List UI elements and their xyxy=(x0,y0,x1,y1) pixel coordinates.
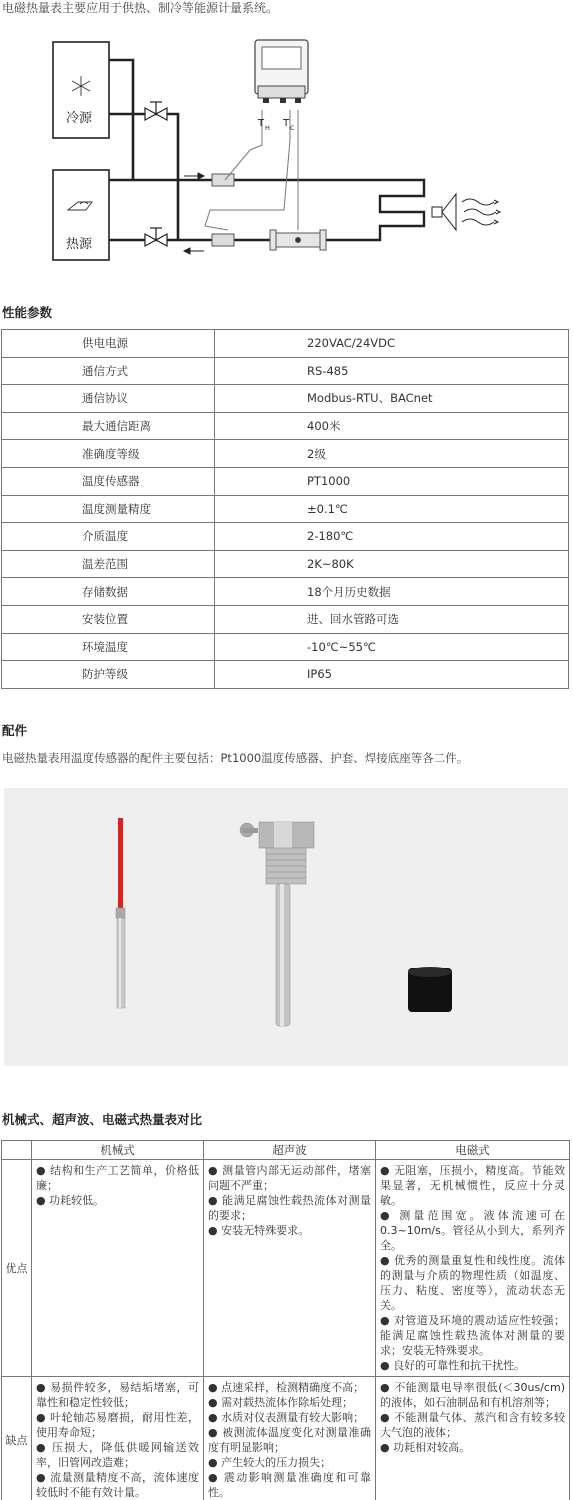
th-label-sub: H xyxy=(265,124,270,132)
spec-key: 通信协议 xyxy=(2,385,215,413)
comparison-bullet: ● 功耗较低。 xyxy=(36,1194,105,1207)
comparison-cell xyxy=(376,1160,570,1377)
comparison-row xyxy=(2,1160,570,1377)
cold-supply-pipe xyxy=(109,60,133,180)
comparison-bullet: ● 震动影响测量准确度和可靠性。 xyxy=(208,1471,371,1499)
spec-value: ±0.1℃ xyxy=(215,495,569,523)
calculator-unit xyxy=(255,40,308,103)
supply-sensor xyxy=(212,174,234,186)
comparison-bullet: ● 功耗相对较高。 xyxy=(380,1441,471,1454)
comparison-row-label: 缺点 xyxy=(2,1377,32,1500)
comparison-bullet: ● 流量测量精度不高，流体速度较低时不能有效计量。 xyxy=(36,1471,199,1499)
comparison-bullet: ● 压损大，降低供暖网输送效率，旧管网改造难； xyxy=(36,1441,199,1469)
comparison-bullet: ● 被测流体温度变化对测量准确度有明显影响； xyxy=(208,1426,371,1454)
comparison-row xyxy=(2,1377,570,1500)
comparison-cell xyxy=(32,1160,204,1377)
comparison-bullet: ● 良好的可靠性和抗干扰性。 xyxy=(380,1359,526,1372)
welding-base xyxy=(408,967,452,1012)
comparison-bullet: ● 点速采样，检测精确度不高； xyxy=(208,1381,365,1394)
accessories-photo xyxy=(4,788,568,1066)
spec-key: 存储数据 xyxy=(2,578,215,606)
comparison-bullet: ● 无阻塞，压损小，精度高。节能效果显著，无机械惯性，反应十分灵敏。 xyxy=(380,1164,565,1207)
spec-key: 防护等级 xyxy=(2,661,215,689)
accessories-heading: 配件 xyxy=(2,723,28,738)
spec-row xyxy=(2,412,569,440)
comparison-bullet: ● 叶轮轴芯易磨损，耐用性差，使用寿命短； xyxy=(36,1411,199,1439)
comparison-cell xyxy=(32,1377,204,1500)
radiator-coil xyxy=(370,180,424,240)
spec-key: 供电电源 xyxy=(2,330,215,358)
comparison-cell xyxy=(376,1377,570,1500)
spec-value: 400米 xyxy=(215,412,569,440)
spec-row xyxy=(2,661,569,689)
comparison-bullet: ● 需对载热流体作除垢处理； xyxy=(208,1396,354,1409)
cold-source-label: 冷源 xyxy=(66,111,93,126)
spec-row xyxy=(2,578,569,606)
spec-value: Modbus-RTU、BACnet xyxy=(215,385,569,413)
tc-signal-line xyxy=(205,110,290,230)
comparison-bullet: ● 易损件较多，易结垢堵塞，可靠性和稳定性较低； xyxy=(36,1381,199,1409)
spec-value: 220VAC/24VDC xyxy=(215,330,569,358)
snowflake-icon xyxy=(72,76,90,96)
heat-source-label: 热源 xyxy=(66,237,93,252)
spec-key: 通信方式 xyxy=(2,357,215,385)
spec-key: 温度测量精度 xyxy=(2,495,215,523)
spec-value: 2K~80K xyxy=(215,550,569,578)
column-header-mechanical: 机械式 xyxy=(32,1141,204,1160)
spec-heading: 性能参数 xyxy=(2,305,53,320)
comparison-bullet: ● 不能测量气体、蒸汽和含有较多较大气泡的液体； xyxy=(380,1411,565,1439)
spec-row xyxy=(2,385,569,413)
spec-row xyxy=(2,633,569,661)
spec-row xyxy=(2,357,569,385)
column-header-ultrasonic: 超声波 xyxy=(204,1141,376,1160)
spec-value: RS-485 xyxy=(215,357,569,385)
comparison-cell xyxy=(204,1160,376,1377)
comparison-bullet: ● 测量管内部无运动部件，堵塞问题不严重； xyxy=(208,1164,371,1192)
spec-value: 2级 xyxy=(215,440,569,468)
th-signal-line xyxy=(225,110,262,180)
spec-value: 2-180℃ xyxy=(215,523,569,551)
fan-icon xyxy=(432,194,500,230)
comparison-bullet: ● 不能测量电导率很低(＜30us/cm)的液体，如石油制品和有机溶剂等； xyxy=(380,1381,565,1409)
comparison-bullet: ● 优秀的测量重复性和线性度。流体的测量与介质的物理性质（如温度、压力、粘度、密度等），流动状态无关。 xyxy=(380,1254,565,1312)
spec-row xyxy=(2,330,569,358)
spec-key: 准确度等级 xyxy=(2,440,215,468)
spec-row xyxy=(2,495,569,523)
spec-table xyxy=(1,329,569,689)
column-header-electromagnetic: 电磁式 xyxy=(376,1141,570,1160)
tc-label-sub: C xyxy=(290,124,295,132)
comparison-bullet: ● 对管道及环境的震动适应性较强；能满足腐蚀性载热流体对测量的要求；安装无特殊要求。 xyxy=(380,1314,565,1357)
spec-row xyxy=(2,523,569,551)
spec-key: 最大通信距离 xyxy=(2,412,215,440)
spec-key: 安装位置 xyxy=(2,605,215,633)
spec-row xyxy=(2,440,569,468)
spec-value: PT1000 xyxy=(215,467,569,495)
spec-value: -10℃~55℃ xyxy=(215,633,569,661)
accessories-intro: 电磁热量表用温度传感器的配件主要包括：Pt1000温度传感器、护套、焊接底座等各二件。 xyxy=(2,751,469,765)
heat-icon xyxy=(68,202,92,210)
comparison-heading: 机械式、超声波、电磁式热量表对比 xyxy=(2,1112,203,1127)
flowmeter-body xyxy=(270,230,326,250)
tc-label-main: T xyxy=(283,118,290,129)
spec-key: 温差范围 xyxy=(2,550,215,578)
comparison-bullet: ● 能满足腐蚀性载热流体对测量的要求； xyxy=(208,1194,371,1222)
comparison-corner xyxy=(2,1141,32,1160)
comparison-table xyxy=(1,1140,570,1500)
comparison-bullet: ● 测量范围宽。液体流速可在0.3~10m/s。管径从小到大，系列齐全。 xyxy=(380,1209,565,1252)
comparison-cell xyxy=(204,1377,376,1500)
cold-return-pipe xyxy=(109,114,178,240)
th-label-main: T xyxy=(258,118,265,129)
comparison-bullet: ● 水质对仪表测量有较大影响； xyxy=(208,1411,365,1424)
spec-key: 介质温度 xyxy=(2,523,215,551)
spec-value: IP65 xyxy=(215,661,569,689)
comparison-row-label: 优点 xyxy=(2,1160,32,1377)
intro-text: 电磁热量表主要应用于供热、制冷等能源计量系统。 xyxy=(2,1,279,15)
spec-value: 进、回水管路可选 xyxy=(215,605,569,633)
spec-row xyxy=(2,467,569,495)
spec-key: 环境温度 xyxy=(2,633,215,661)
comparison-bullet: ● 安装无特殊要求。 xyxy=(208,1224,310,1237)
return-sensor xyxy=(212,234,234,246)
spec-row xyxy=(2,550,569,578)
spec-row xyxy=(2,605,569,633)
spec-key: 温度传感器 xyxy=(2,467,215,495)
comparison-bullet: ● 产生较大的压力损失； xyxy=(208,1456,332,1469)
comparison-bullet: ● 结构和生产工艺简单，价格低廉； xyxy=(36,1164,199,1192)
spec-value: 18个月历史数据 xyxy=(215,578,569,606)
heat-meter-system-diagram xyxy=(0,30,573,270)
